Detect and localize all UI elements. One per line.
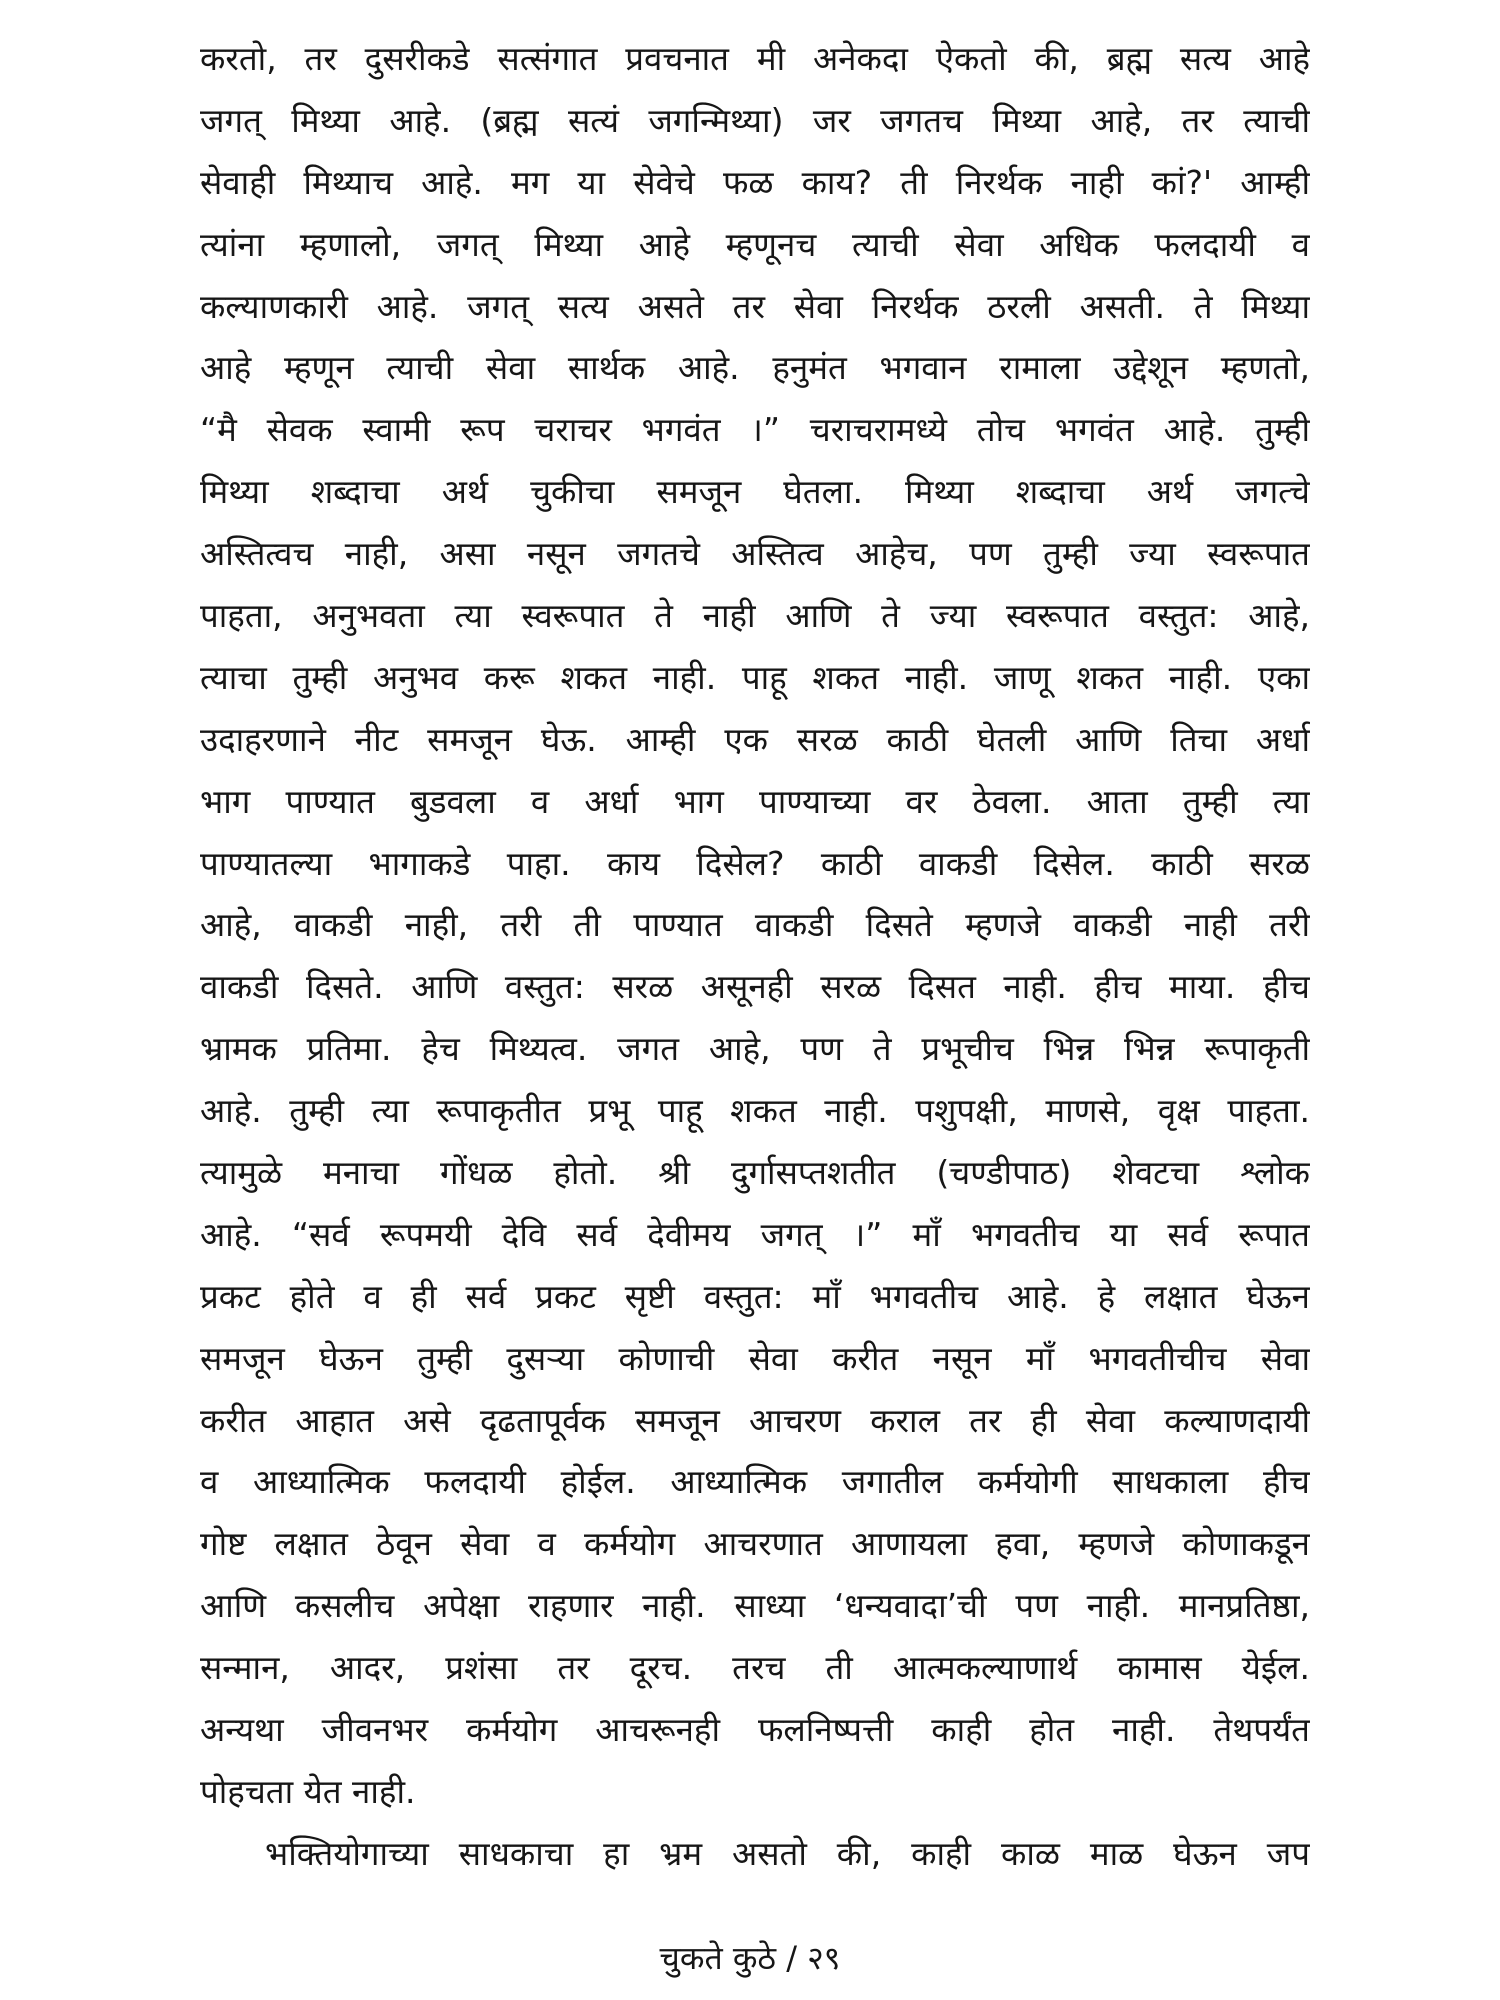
text-line-20: आहे. “सर्व रूपमयी देवि सर्व देवीमय जगत् ।” माँ भगवतीच या सर्व रूपात (200, 1214, 1310, 1254)
page-footer: चुकते कुठे / २९ (659, 1939, 841, 1977)
text-line-18: आहे. तुम्ही त्या रूपाकृतीत प्रभू पाहू शकत नाही. पशुपक्षी, माणसे, वृक्ष पाहता. (200, 1091, 1310, 1131)
text-line-8: मिथ्या शब्दाचा अर्थ चुकीचा समजून घेतला. मिथ्या शब्दाचा अर्थ जगत्चे (200, 472, 1310, 512)
text-line-28: अन्यथा जीवनभर कर्मयोग आचरूनही फलनिष्पत्ती काही होत नाही. तेथपर्यंत (200, 1710, 1310, 1750)
text-line-12: उदाहरणाने नीट समजून घेऊ. आम्ही एक सरळ काठी घेतली आणि तिचा अर्धा (200, 719, 1310, 759)
text-line-14: पाण्यातल्या भागाकडे पाहा. काय दिसेल? काठी वाकडी दिसेल. काठी सरळ (200, 843, 1310, 883)
text-line-19: त्यामुळे मनाचा गोंधळ होतो. श्री दुर्गासप्तशतीत (चण्डीपाठ) शेवटचा श्लोक (200, 1153, 1310, 1193)
body-text (200, 28, 1310, 1885)
text-line-21: प्रकट होते व ही सर्व प्रकट सृष्टी वस्तुत: माँ भगवतीच आहे. हे लक्षात घेऊन (200, 1276, 1310, 1316)
text-line-30: भक्तियोगाच्या साधकाचा हा भ्रम असतो की, काही काळ माळ घेऊन जप (265, 1833, 1310, 1873)
text-line-2: जगत् मिथ्या आहे. (ब्रह्म सत्यं जगन्मिथ्या) जर जगतच मिथ्या आहे, तर त्याची (200, 100, 1310, 140)
text-line-22: समजून घेऊन तुम्ही दुसऱ्या कोणाची सेवा करीत नसून माँ भगवतीचीच सेवा (200, 1338, 1310, 1378)
text-line-26: आणि कसलीच अपेक्षा राहणार नाही. साध्या ‘धन्यवादा’ची पण नाही. मानप्रतिष्ठा, (200, 1586, 1310, 1626)
text-line-9: अस्तित्वच नाही, असा नसून जगतचे अस्तित्व आहेच, पण तुम्ही ज्या स्वरूपात (200, 534, 1310, 574)
text-line-16: वाकडी दिसते. आणि वस्तुत: सरळ असूनही सरळ दिसत नाही. हीच माया. हीच (200, 967, 1310, 1007)
text-line-25: गोष्ट लक्षात ठेवून सेवा व कर्मयोग आचरणात आणायला हवा, म्हणजे कोणाकडून (200, 1524, 1310, 1564)
text-line-13: भाग पाण्यात बुडवला व अर्धा भाग पाण्याच्या वर ठेवला. आता तुम्ही त्या (200, 781, 1310, 821)
text-line-23: करीत आहात असे दृढतापूर्वक समजून आचरण कराल तर ही सेवा कल्याणदायी (200, 1400, 1310, 1440)
text-line-11: त्याचा तुम्ही अनुभव करू शकत नाही. पाहू शकत नाही. जाणू शकत नाही. एका (200, 657, 1310, 697)
text-line-29: पोहचता येत नाही. (200, 1771, 416, 1811)
text-line-5: कल्याणकारी आहे. जगत् सत्य असते तर सेवा निरर्थक ठरली असती. ते मिथ्या (200, 286, 1310, 326)
text-line-24: व आध्यात्मिक फलदायी होईल. आध्यात्मिक जगातील कर्मयोगी साधकाला हीच (200, 1462, 1310, 1502)
text-line-15: आहे, वाकडी नाही, तरी ती पाण्यात वाकडी दिसते म्हणजे वाकडी नाही तरी (200, 905, 1310, 945)
text-line-10: पाहता, अनुभवता त्या स्वरूपात ते नाही आणि ते ज्या स्वरूपात वस्तुत: आहे, (200, 596, 1310, 636)
text-line-7: “मै सेवक स्वामी रूप चराचर भगवंत ।” चराचरामध्ये तोच भगवंत आहे. तुम्ही (200, 410, 1310, 450)
text-line-27: सन्मान, आदर, प्रशंसा तर दूरच. तरच ती आत्मकल्याणार्थ कामास येईल. (200, 1648, 1310, 1688)
text-line-1: करतो, तर दुसरीकडे सत्संगात प्रवचनात मी अनेकदा ऐकतो की, ब्रह्म सत्य आहे (200, 39, 1310, 78)
text-line-17: भ्रामक प्रतिमा. हेच मिथ्यत्व. जगत आहे, पण ते प्रभूचीच भिन्न भिन्न रूपाकृती (200, 1029, 1310, 1069)
text-line-4: त्यांना म्हणालो, जगत् मिथ्या आहे म्हणूनच त्याची सेवा अधिक फलदायी व (200, 224, 1310, 264)
text-line-3: सेवाही मिथ्याच आहे. मग या सेवेचे फळ काय? ती निरर्थक नाही कां?' आम्ही (200, 162, 1310, 202)
text-line-6: आहे म्हणून त्याची सेवा सार्थक आहे. हनुमंत भगवान रामाला उद्देशून म्हणतो, (200, 348, 1310, 388)
